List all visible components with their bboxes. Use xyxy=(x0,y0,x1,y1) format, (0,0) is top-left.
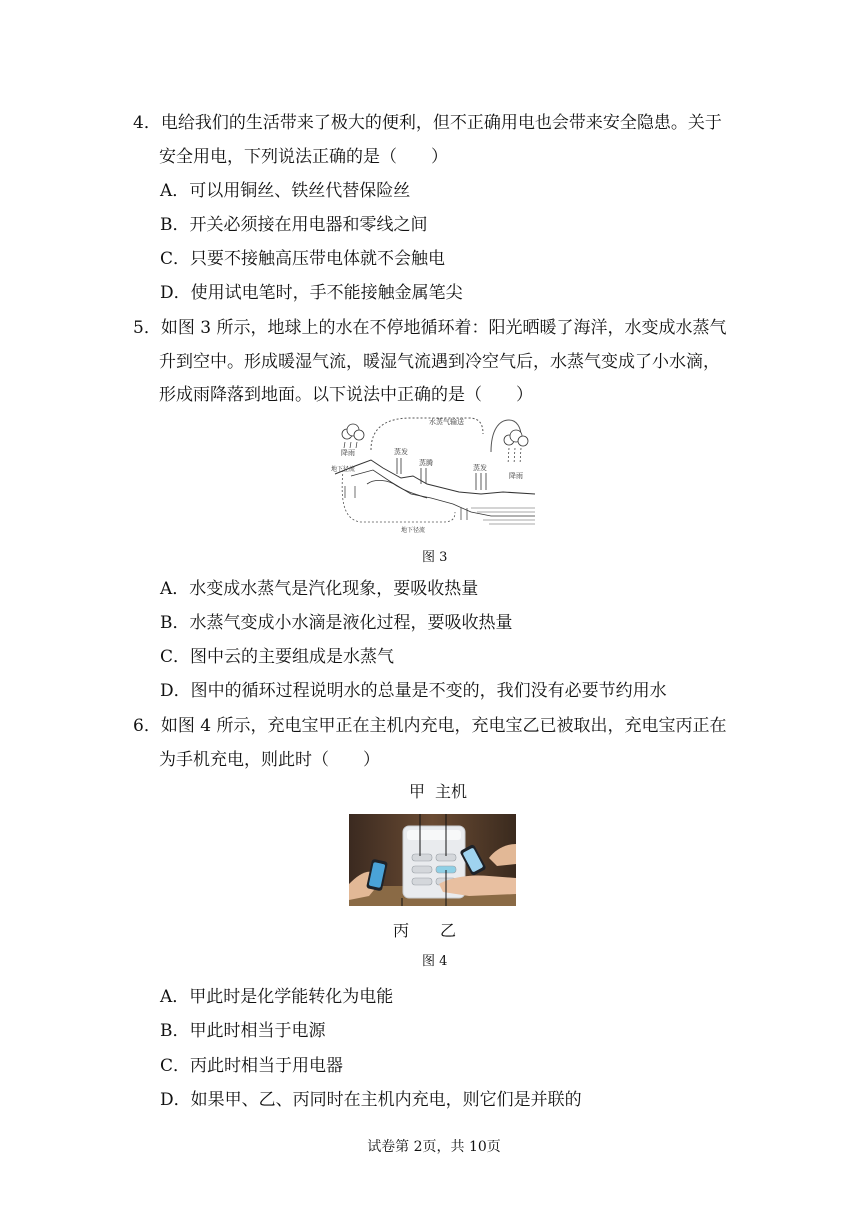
page-footer: 试卷第 2页，共 10页 xyxy=(367,1139,501,1155)
label-transpiration: 蒸腾 xyxy=(419,459,433,467)
q5-option-d: D．图中的循环过程说明水的总量是不变的，我们没有必要节约用水 xyxy=(160,681,667,701)
cloud-right-icon xyxy=(504,430,528,464)
q6-option-b: B．甲此时相当于电源 xyxy=(160,1021,326,1041)
label-jia: 甲 xyxy=(409,782,426,801)
cloud-left-icon xyxy=(342,424,364,448)
figure-4-caption: 图 4 xyxy=(422,954,448,969)
q4-stem-line2: 安全用电，下列说法正确的是（ ） xyxy=(159,147,448,167)
q4-stem-line1: 4．电给我们的生活带来了极大的便利，但不正确用电也会带来安全隐患。关于 xyxy=(133,113,722,133)
q5-option-c: C．图中云的主要组成是水蒸气 xyxy=(160,647,395,667)
label-host: 主机 xyxy=(435,782,468,801)
label-evaporation: 蒸发 xyxy=(394,448,408,456)
q6-option-d: D．如果甲、乙、丙同时在主机内充电，则它们是并联的 xyxy=(160,1090,582,1110)
label-underground-flow: 地下径流 xyxy=(401,527,426,534)
label-yi: 乙 xyxy=(440,921,457,940)
q6-option-c: C．丙此时相当于用电器 xyxy=(160,1056,344,1076)
q6-stem-line1: 6．如图 4 所示，充电宝甲正在主机内充电，充电宝乙已被取出，充电宝丙正在 xyxy=(133,716,727,736)
q5-stem-line3: 形成雨降落到地面。以下说法中正确的是（ ） xyxy=(159,385,533,405)
power-bank-photo xyxy=(349,814,516,906)
water-cycle-diagram xyxy=(331,412,537,540)
figure-3-caption: 图 3 xyxy=(422,550,448,565)
q5-stem-line1: 5．如图 3 所示，地球上的水在不停地循环着：阳光晒暖了海洋，水变成水蒸气 xyxy=(133,318,727,338)
label-rain-right: 降雨 xyxy=(509,472,523,480)
q4-option-a: A．可以用铜丝、铁丝代替保险丝 xyxy=(160,181,411,201)
q5-option-a: A．水变成水蒸气是汽化现象，要吸收热量 xyxy=(160,579,479,599)
q4-option-c: C．只要不接触高压带电体就不会触电 xyxy=(160,249,446,269)
label-ground-runoff: 地下径流 xyxy=(331,466,356,473)
q5-stem-line2: 升到空中。形成暖湿气流，暖湿气流遇到冷空气后，水蒸气变成了小水滴， xyxy=(159,352,720,372)
q6-option-a: A．甲此时是化学能转化为电能 xyxy=(160,987,394,1007)
label-evaporation-2: 蒸发 xyxy=(473,464,487,472)
label-rain-left: 降雨 xyxy=(341,449,355,457)
q4-option-d: D．使用试电笔时，手不能接触金属笔尖 xyxy=(160,283,463,303)
q6-stem-line2: 为手机充电，则此时（ ） xyxy=(159,750,380,770)
q5-option-b: B．水蒸气变成小水滴是液化过程，要吸收热量 xyxy=(160,613,513,633)
label-vapor-transport: 水蒸气输送 xyxy=(429,418,464,426)
label-bing: 丙 xyxy=(393,921,410,940)
q4-option-b: B．开关必须接在用电器和零线之间 xyxy=(160,215,428,235)
